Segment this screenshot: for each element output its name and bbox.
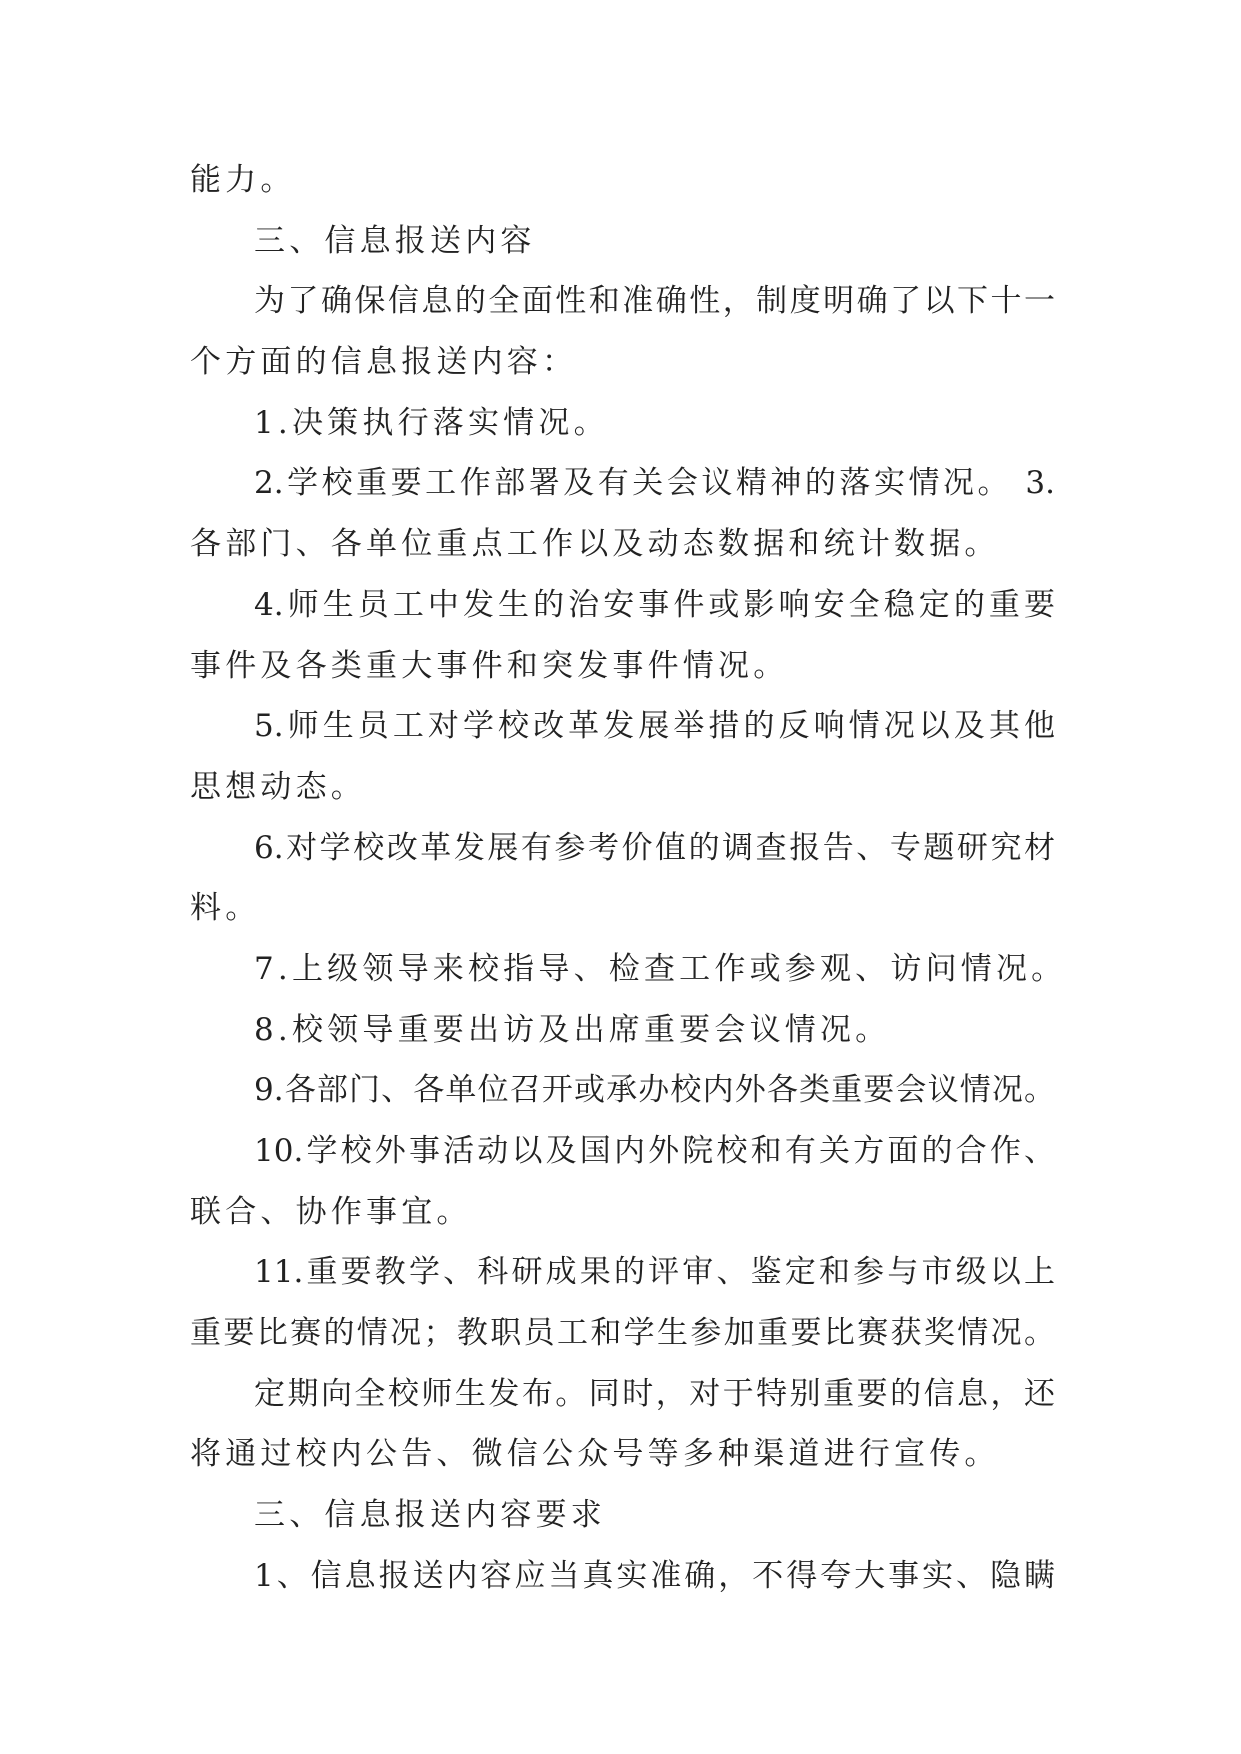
list-item: 7.上级领导来校指导、检查工作或参观、访问情况。 [254, 950, 1067, 987]
paragraph-line: 将通过校内公告、微信公众号等多种渠道进行宣传。 [190, 1436, 1000, 1473]
list-item: 1、信息报送内容应当真实准确，不得夸大事实、隐瞒 [254, 1557, 1055, 1594]
list-item: 8.校领导重要出访及出席重要会议情况。 [254, 1011, 891, 1048]
list-item: 2.学校重要工作部署及有关会议精神的落实情况。 3. [254, 465, 1055, 502]
list-item-continuation: 思想动态。 [190, 768, 366, 805]
list-item: 11.重要教学、科研成果的评审、鉴定和参与市级以上 [254, 1254, 1055, 1291]
list-item: 4.师生员工中发生的治安事件或影响安全稳定的重要 [254, 586, 1055, 623]
list-item: 6.对学校改革发展有参考价值的调查报告、专题研究材 [254, 829, 1055, 866]
list-item: 5.师生员工对学校改革发展举措的反响情况以及其他 [254, 708, 1055, 745]
list-item-continuation: 各部门、各单位重点工作以及动态数据和统计数据。 [190, 526, 1000, 563]
section-heading: 三、信息报送内容 [254, 222, 536, 259]
section-heading: 三、信息报送内容要求 [254, 1497, 606, 1534]
paragraph-line: 为了确保信息的全面性和准确性，制度明确了以下十一 [254, 283, 1055, 320]
paragraph-line: 个方面的信息报送内容： [190, 344, 578, 381]
list-item: 9.各部门、各单位召开或承办校内外各类重要会议情况。 [254, 1072, 1055, 1109]
list-item-continuation: 事件及各类重大事件和突发事件情况。 [190, 647, 789, 684]
paragraph-line: 定期向全校师生发布。同时，对于特别重要的信息，还 [254, 1375, 1055, 1412]
list-item-continuation: 联合、协作事宜。 [190, 1193, 472, 1230]
list-item-continuation: 重要比赛的情况；教职员工和学生参加重要比赛获奖情况。 [190, 1315, 1055, 1352]
document-body [190, 150, 1067, 1607]
list-item: 10.学校外事活动以及国内外院校和有关方面的合作、 [254, 1133, 1055, 1169]
list-item: 1.决策执行落实情况。 [254, 404, 609, 441]
paragraph-line: 能力。 [190, 162, 296, 198]
list-item-continuation: 料。 [190, 890, 261, 927]
